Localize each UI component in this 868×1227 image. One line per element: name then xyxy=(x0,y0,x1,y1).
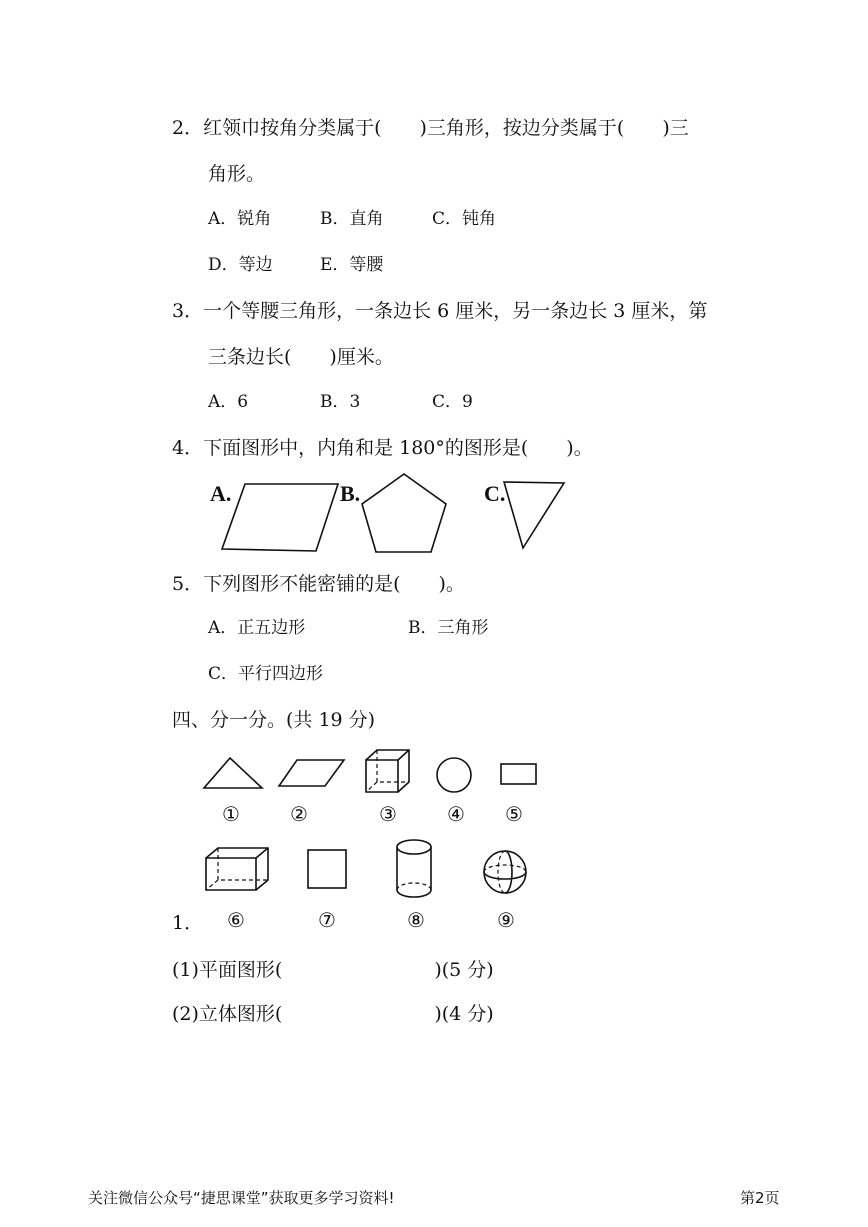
q5-option-c: C．平行四边形 xyxy=(208,664,324,684)
q4-parallelogram-figure xyxy=(220,481,340,556)
q2-option-b: B．直角 xyxy=(320,209,384,229)
shape-5-rectangle xyxy=(499,762,539,786)
q4-label-b: B. xyxy=(340,481,361,506)
q4-pentagon-figure xyxy=(360,472,450,557)
shape-number-3: ③ xyxy=(379,802,397,826)
shape-number-9: ⑨ xyxy=(497,908,515,932)
shape-2-parallelogram xyxy=(277,758,347,788)
item-number: 1． xyxy=(172,912,204,934)
q5-stem: 5．下列图形不能密铺的是( )。 xyxy=(172,573,465,595)
shape-number-8: ⑧ xyxy=(407,908,425,932)
q2-option-e: E．等腰 xyxy=(320,255,384,275)
q3-option-a: A．6 xyxy=(208,392,249,412)
q5-option-a: A．正五边形 xyxy=(208,618,306,638)
shape-4-circle xyxy=(435,756,473,794)
section4-heading: 四、分一分。(共 19 分) xyxy=(172,709,376,731)
q2-option-d: D．等边 xyxy=(208,255,273,275)
q3-line2: 三条边长( )厘米。 xyxy=(208,346,394,368)
q3-option-b: B．3 xyxy=(320,392,361,412)
shape-1-triangle xyxy=(202,756,264,790)
shape-3-cube xyxy=(364,748,412,794)
q4-label-c: C. xyxy=(484,481,506,506)
sub-question-1: (1)平面图形( )(5 分) xyxy=(172,959,494,981)
q4-stem: 4．下面图形中，内角和是 180°的图形是( )。 xyxy=(172,437,593,459)
q4-label-a: A. xyxy=(210,481,232,506)
shape-number-5: ⑤ xyxy=(505,802,523,826)
q2-line2: 角形。 xyxy=(208,163,266,185)
shape-9-sphere xyxy=(482,849,528,895)
shape-number-4: ④ xyxy=(447,802,465,826)
shape-number-2: ② xyxy=(290,802,308,826)
shape-7-square xyxy=(306,848,350,892)
shape-6-cuboid xyxy=(204,846,270,892)
sub-question-2: (2)立体图形( )(4 分) xyxy=(172,1003,494,1025)
q2-line1: 2．红领巾按角分类属于( )三角形，按边分类属于( )三 xyxy=(172,117,689,139)
q4-triangle-figure xyxy=(502,480,568,552)
shape-number-7: ⑦ xyxy=(318,908,336,932)
shape-number-6: ⑥ xyxy=(227,908,245,932)
q3-line1: 3．一个等腰三角形，一条边长 6 厘米，另一条边长 3 厘米，第 xyxy=(172,300,708,322)
footer-promo-text: 关注微信公众号“捷思课堂”获取更多学习资料! xyxy=(88,1189,395,1207)
q5-option-b: B．三角形 xyxy=(408,618,489,638)
q2-option-a: A．锐角 xyxy=(208,209,272,229)
q2-option-c: C．钝角 xyxy=(432,209,497,229)
page-number: 第2页 xyxy=(740,1189,780,1207)
shape-8-cylinder xyxy=(394,838,436,900)
shape-number-1: ① xyxy=(222,802,240,826)
q3-option-c: C．9 xyxy=(432,392,473,412)
